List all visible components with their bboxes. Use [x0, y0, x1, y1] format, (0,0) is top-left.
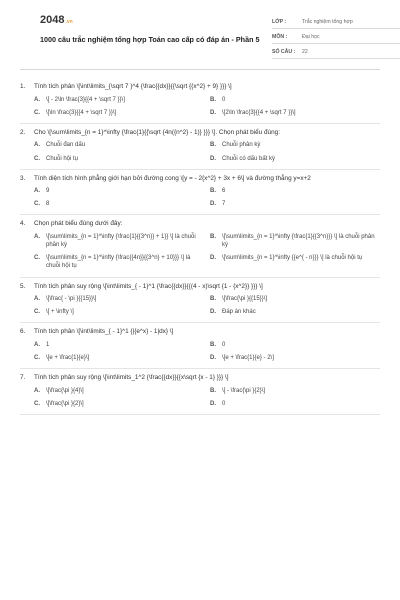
question-stem [20, 328, 380, 337]
answer-option[interactable] [210, 354, 382, 362]
answer-option[interactable] [34, 109, 206, 117]
option-letter: B. [210, 341, 216, 348]
option-text: Đáp án khác [222, 309, 256, 316]
meta-info [272, 14, 400, 59]
option-letter: C. [34, 255, 40, 262]
option-letter: D. [210, 309, 216, 316]
answer-options [20, 387, 380, 408]
option-text: \[ + \infty \] [46, 309, 74, 316]
answer-option[interactable] [210, 200, 382, 208]
option-letter: C. [34, 155, 40, 162]
answer-option[interactable] [34, 96, 206, 104]
meta-value[interactable]: Đại học [302, 33, 320, 40]
answer-options [20, 141, 380, 162]
meta-row-subject [272, 29, 400, 44]
answer-option[interactable] [210, 155, 382, 163]
question-text: Cho \[\sum\limits_{n = 1}^\infty {\frac{1}{{\sqrt {4n({n^2} - 1)} }}} \]. Chọn phát biểu đúng: [34, 128, 280, 136]
question-item [20, 323, 380, 369]
option-text: \[\sum\limits_{n = 1}^\infty {\frac{1}{{3^n}}} \] là chuỗi phân kỳ [222, 234, 375, 249]
meta-row-count [272, 44, 400, 59]
meta-label: MÔN : [272, 33, 288, 40]
answer-options [20, 187, 380, 208]
answer-option[interactable] [34, 308, 206, 316]
answer-option[interactable] [34, 155, 206, 163]
option-text: \[\frac{\pi }{4}\] [46, 387, 84, 394]
option-letter: C. [34, 355, 40, 362]
answer-option[interactable] [210, 233, 382, 249]
meta-value: 22 [302, 48, 308, 55]
option-letter: D. [210, 155, 216, 162]
header [20, 0, 380, 70]
answer-options [20, 341, 380, 362]
answer-option[interactable] [210, 341, 382, 349]
question-text: Tính tích phân \[\int\limits_{ - 1}^1 {|{e^x} - 1|dx} \] [34, 328, 174, 336]
option-text: 0 [222, 341, 226, 348]
question-item [20, 369, 380, 415]
option-letter: C. [34, 201, 40, 208]
option-letter: A. [34, 296, 40, 303]
option-text: 6 [222, 188, 226, 195]
option-letter: A. [34, 96, 40, 103]
option-text: \[2\ln \frac{3}{{4 + \sqrt 7 }}\] [222, 109, 296, 116]
option-text: Chuỗi hội tụ [46, 155, 79, 162]
option-letter: D. [210, 201, 216, 208]
question-number: 6. [20, 328, 26, 336]
question-text: Tính tích phân suy rộng \[\int\limits_{ - 1}^1 {\frac{{dx}}{{(4 - x)\sqrt {1 - {x^2}} }}} \] [34, 282, 263, 290]
option-letter: B. [210, 188, 216, 195]
option-text: Chuỗi đan dấu [46, 142, 86, 149]
question-number: 3. [20, 174, 26, 182]
meta-value[interactable]: Trắc nghiệm tổng hợp [302, 18, 353, 25]
document-title: 1000 câu trắc nghiệm tổng hợp Toán cao cấp có đáp án - Phần 5 [40, 35, 260, 44]
question-text: Tính diện tích hình phẳng giới hạn bởi đường cong \[y = - 2{x^2} + 3x + 6\] và đường thẳng y=x+2 [34, 174, 311, 182]
answer-option[interactable] [34, 254, 206, 270]
question-number: 7. [20, 374, 26, 382]
question-item [20, 170, 380, 216]
option-text: \[\sum\limits_{n = 1}^\infty {\frac{1}{{3^n}} + 1}} \] là chuỗi phân kỳ [46, 234, 196, 249]
option-letter: C. [34, 309, 40, 316]
option-letter: B. [210, 234, 216, 241]
option-letter: B. [210, 296, 216, 303]
answer-option[interactable] [210, 254, 382, 270]
answer-option[interactable] [34, 295, 206, 303]
option-text: 7 [222, 201, 226, 208]
option-text: \[e + \frac{1}{e} - 2\] [222, 355, 274, 362]
option-text: \[ - \frac{\pi }{2}\] [222, 387, 266, 394]
question-list [20, 78, 380, 415]
answer-option[interactable] [210, 187, 382, 195]
answer-option[interactable] [210, 109, 382, 117]
question-item [20, 278, 380, 324]
question-stem [20, 175, 380, 184]
answer-option[interactable] [210, 387, 382, 395]
answer-option[interactable] [34, 200, 206, 208]
option-text: \[\ln \frac{3}{{4 + \sqrt 7 }}\] [46, 109, 117, 116]
question-item [20, 215, 380, 277]
option-letter: D. [210, 355, 216, 362]
question-text: Tính tích phân suy rộng \[\int\limits_1^2 {\frac{{dx}}{{x\sqrt {x - 1} }}} \] [34, 374, 229, 382]
option-letter: C. [34, 400, 40, 407]
meta-label: LỚP : [272, 18, 287, 25]
option-text: 0 [222, 400, 226, 407]
logo-suffix: .vn [65, 19, 73, 25]
option-letter: B. [210, 387, 216, 394]
option-text: \[\frac{ - \pi }{{15}}\] [46, 296, 97, 303]
site-logo[interactable] [40, 13, 73, 28]
option-letter: A. [34, 234, 40, 241]
option-text: 8 [46, 201, 50, 208]
option-letter: D. [210, 255, 216, 262]
question-item [20, 78, 380, 124]
question-stem [20, 129, 380, 138]
answer-option[interactable] [210, 96, 382, 104]
answer-option[interactable] [210, 141, 382, 149]
option-text: \[e + \frac{1}{e}\] [46, 355, 90, 362]
meta-label: SỐ CÂU : [272, 48, 296, 55]
answer-option[interactable] [34, 354, 206, 362]
option-letter: C. [34, 109, 40, 116]
option-letter: A. [34, 387, 40, 394]
answer-option[interactable] [210, 295, 382, 303]
option-letter: D. [210, 400, 216, 407]
question-stem [20, 283, 380, 292]
option-text: \[\frac{\pi }{2}\] [46, 400, 84, 407]
answer-option[interactable] [34, 187, 206, 195]
question-number: 1. [20, 83, 26, 90]
option-text: Chuỗi phân kỳ [222, 142, 261, 149]
option-text: \[\sum\limits_{n = 1}^\infty {{e^{ - n}}} \] là chuỗi hội tụ [222, 255, 363, 262]
option-text: \[ - 2\ln \frac{3}{{4 + \sqrt 7 }}\] [46, 96, 125, 103]
answer-option[interactable] [34, 387, 206, 395]
meta-row-class [272, 14, 400, 29]
question-number: 5. [20, 282, 26, 290]
option-letter: B. [210, 142, 216, 149]
option-text: \[\sum\limits_{n = 1}^\infty {\frac{{4n}}{{3^n} + 10}}} \] là chuỗi hội tụ [46, 255, 191, 270]
question-number: 4. [20, 220, 26, 228]
option-text: Chuỗi có dấu bất kỳ [222, 155, 276, 162]
question-stem [20, 374, 380, 383]
answer-options [20, 96, 380, 117]
option-letter: B. [210, 96, 216, 103]
question-number: 2. [20, 128, 26, 136]
answer-options [20, 295, 380, 316]
option-letter: D. [210, 109, 216, 116]
answer-options [20, 233, 380, 270]
answer-option[interactable] [34, 341, 206, 349]
question-stem [20, 83, 380, 92]
question-text: Tính tích phân \[\int\limits_{\sqrt 7 }^4 {\frac{{dx}}{{\sqrt {{x^2} + 9} }}} \] [34, 83, 232, 90]
option-letter: A. [34, 142, 40, 149]
answer-option[interactable] [34, 400, 206, 408]
answer-option[interactable] [210, 400, 382, 408]
question-text: Chọn phát biểu đúng dưới đây: [34, 220, 123, 228]
option-text: \[\frac{\pi }{{15}}\] [222, 296, 268, 303]
logo-text: 2048 [40, 14, 65, 26]
answer-option[interactable] [34, 233, 206, 249]
option-text: 1 [46, 341, 50, 348]
option-letter: A. [34, 188, 40, 195]
option-letter: A. [34, 341, 40, 348]
option-text: 0 [222, 96, 226, 103]
option-text: 9 [46, 188, 50, 195]
question-item [20, 124, 380, 170]
answer-option[interactable] [210, 308, 382, 316]
question-stem [20, 220, 380, 229]
answer-option[interactable] [34, 141, 206, 149]
